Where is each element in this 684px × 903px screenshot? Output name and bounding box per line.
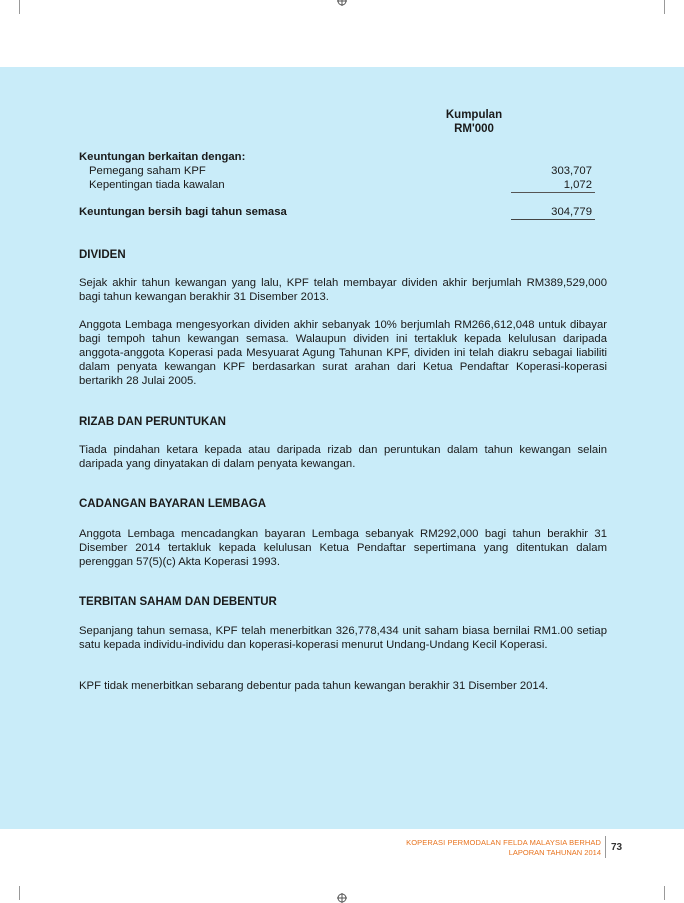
paragraph: Sejak akhir tahun kewangan yang lalu, KPF telah membayar dividen akhir berjumlah RM389,529,000 bagi tahun kewangan berakhir 31 Disember 2013. xyxy=(79,277,607,303)
table-total-row xyxy=(79,205,592,219)
table-row xyxy=(79,178,592,192)
registration-mark-icon xyxy=(337,893,347,903)
row-label: Pemegang saham KPF xyxy=(89,165,206,177)
paragraph: Anggota Lembaga mengesyorkan dividen akhir sebanyak 10% berjumlah RM266,612,048 untuk dibayar bagi tempoh tahun kewangan semasa. Walaupun dividen ini tertakluk kepada kelulusan daripada anggota-anggota Koperasi pada Mesyuarat Agung Tahunan KPF, dividen ini telah diakru sebagai liabiliti dalam penyata kewangan KPF berdasarkan surat arahan dari Ketua Pendaftar Koperasi-koperasi bertarikh 28 Julai 2005. xyxy=(79,319,607,387)
total-value: 304,779 xyxy=(511,205,595,220)
footer-org-name: KOPERASI PERMODALAN FELDA MALAYSIA BERHAD xyxy=(406,838,601,847)
crop-mark xyxy=(19,886,20,900)
paragraph: KPF tidak menerbitkan sebarang debentur pada tahun kewangan berakhir 31 Disember 2014. xyxy=(79,680,549,692)
footer-report-title: LAPORAN TAHUNAN 2014 xyxy=(508,848,601,857)
total-label: Keuntungan bersih bagi tahun semasa xyxy=(79,206,287,218)
section-label: Keuntungan berkaitan dengan: xyxy=(79,151,246,163)
paragraph: Anggota Lembaga mencadangkan bayaran Lembaga sebanyak RM292,000 bagi tahun berakhir 31 Disember 2014 tertakluk kepada kelulusan Ketua Pendaftar sepertimana yang ditentukan dalam perenggan 57(5)(c) Akta Koperasi 1993. xyxy=(79,528,607,568)
column-header-line2: RM'000 xyxy=(454,123,494,135)
crop-mark xyxy=(664,0,665,14)
page-number: 73 xyxy=(611,842,623,853)
column-header xyxy=(436,108,512,136)
footer-divider xyxy=(605,836,606,858)
row-value: 303,707 xyxy=(551,165,592,177)
paragraph: Tiada pindahan ketara kepada atau daripada rizab dan peruntukan dalam tahun kewangan selain daripada yang dinyatakan di dalam penyata kewangan. xyxy=(79,444,607,470)
table-section-label xyxy=(79,150,519,164)
row-value: 1,072 xyxy=(511,178,595,193)
registration-mark-icon xyxy=(337,0,347,6)
crop-mark xyxy=(19,0,20,14)
paragraph: Sepanjang tahun semasa, KPF telah menerbitkan 326,778,434 unit saham biasa bernilai RM1.00 setiap satu kepada individu-individu dan koperasi-koperasi menurut Undang-Undang Kecil Koperasi. xyxy=(79,625,607,651)
section-heading-rizab: RIZAB DAN PERUNTUKAN xyxy=(79,416,226,428)
crop-mark xyxy=(664,886,665,900)
table-row xyxy=(79,164,592,178)
section-heading-terbitan: TERBITAN SAHAM DAN DEBENTUR xyxy=(79,596,277,608)
section-heading-dividen: DIVIDEN xyxy=(79,249,126,261)
row-label: Kepentingan tiada kawalan xyxy=(89,179,225,191)
section-heading-cadangan: CADANGAN BAYARAN LEMBAGA xyxy=(79,498,266,510)
column-header-line1: Kumpulan xyxy=(445,109,503,121)
